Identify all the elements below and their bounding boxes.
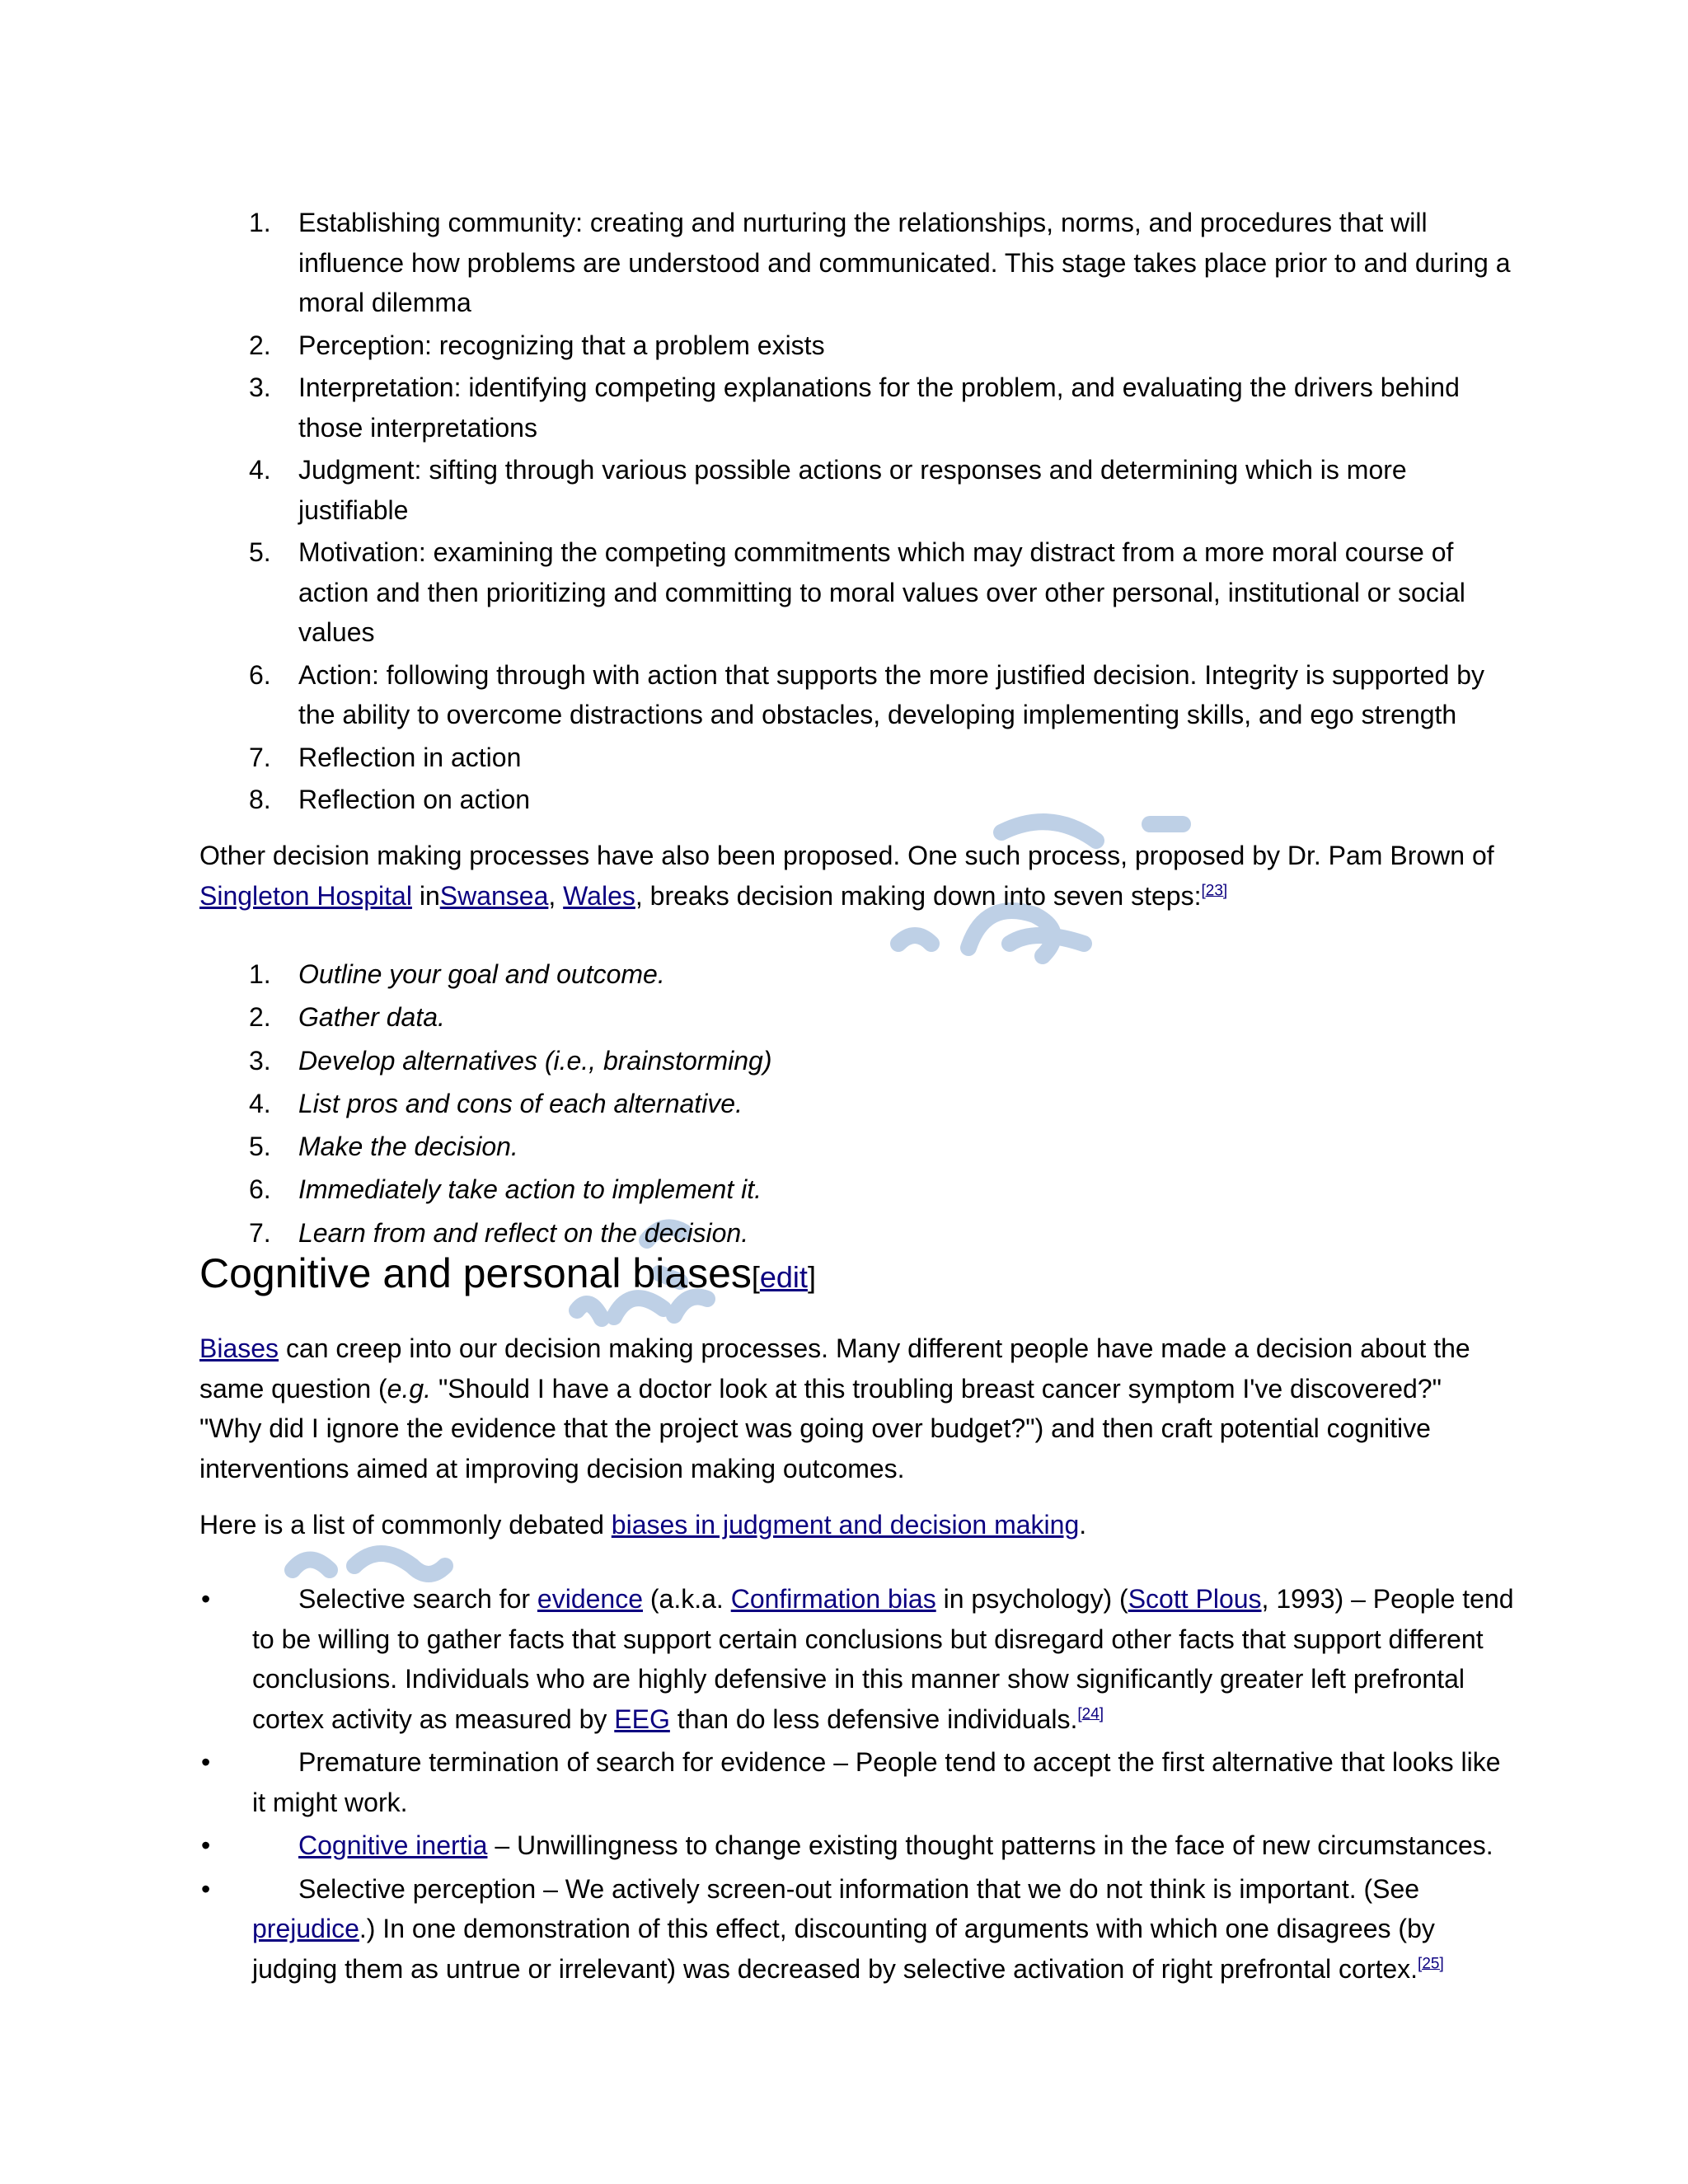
bullet-icon: • [201, 1873, 211, 1904]
singleton-hospital-link[interactable]: Singleton Hospital [199, 880, 412, 911]
paragraph-text: . [1079, 1510, 1087, 1540]
cognitive-inertia-link[interactable]: Cognitive inertia [298, 1830, 488, 1860]
moral-process-list [249, 203, 1518, 823]
list-text: – Unwillingness to change existing thought patterns in the face of new circumstances. [487, 1830, 1493, 1860]
list-item [249, 738, 1518, 778]
list-item [249, 326, 1518, 366]
paragraph-text: e.g. [387, 1373, 432, 1404]
confirmation-bias-link[interactable]: Confirmation bias [730, 1584, 936, 1614]
list-number: 3. [249, 1045, 271, 1076]
list-item [249, 996, 771, 1038]
list-text: Motivation: examining the competing commitments which may distract from a more moral course of action and then prioritizing and committing to moral values over other personal, institutional or social values [298, 537, 1465, 647]
list-item [249, 450, 1518, 530]
list-number: 1. [249, 208, 271, 237]
list-item [199, 1742, 1518, 1822]
bullet-icon: • [201, 1584, 211, 1614]
list-item [249, 203, 1518, 323]
section-heading [199, 1244, 816, 1306]
list-number: 5. [249, 1132, 271, 1162]
list-item [249, 1125, 771, 1168]
list-item [249, 368, 1518, 448]
list-number: 3. [249, 373, 271, 402]
edit-bracket-open: [ [751, 1260, 760, 1294]
scott-plous-link[interactable]: Scott Plous [1128, 1584, 1262, 1614]
reference-24-link[interactable]: [24] [1077, 1704, 1104, 1722]
paragraph-text: in [411, 880, 440, 911]
reference-23-link[interactable]: [23] [1201, 881, 1228, 899]
paragraph-text: "Should I have a doctor look at this troubling breast cancer symptom I've discovered?" "Why did I ignore the evidence that the project was going over budget?") and then craft potential cognitive interventions aimed at improving decision making outcomes. [199, 1373, 1442, 1483]
list-text: Premature termination of search for evidence – People tend to accept the first alternative that looks like it might work. [252, 1747, 1501, 1817]
list-text: Gather data. [298, 1002, 445, 1033]
list-item [199, 1869, 1518, 1990]
list-intro-paragraph [199, 1505, 1502, 1545]
list-text: Outline your goal and outcome. [298, 959, 665, 989]
list-item [249, 532, 1518, 653]
eeg-link[interactable]: EEG [614, 1704, 670, 1734]
list-number: 2. [249, 330, 271, 360]
list-number: 6. [249, 1174, 271, 1205]
list-number: 7. [249, 742, 271, 772]
list-text: Judgment: sifting through various possible actions or responses and determining which is more justifiable [298, 455, 1407, 525]
bullet-icon: • [201, 1830, 211, 1860]
list-text: List pros and cons of each alternative. [298, 1088, 743, 1118]
biases-paragraph [199, 1329, 1502, 1488]
biases-list [199, 1579, 1518, 1992]
paragraph-text: , breaks decision making down into seven steps: [635, 880, 1202, 911]
edit-link[interactable]: edit [759, 1260, 808, 1294]
list-number: 7. [249, 1217, 271, 1248]
biases-link[interactable]: Biases [199, 1333, 279, 1363]
list-item [249, 1082, 771, 1125]
intro-paragraph [199, 836, 1502, 916]
list-number: 4. [249, 455, 271, 485]
seven-steps-list [249, 953, 771, 1254]
list-text: , 1993) – People tend to be willing to gather facts that support certain conclusions but disregard other facts that support different conclusions. Individuals who are highly defensive in this manner show significantly greater left prefrontal cortex activity as measured by [252, 1584, 1514, 1734]
paragraph-text: , [548, 880, 564, 911]
list-item [249, 780, 1518, 820]
biases-in-judgment-link[interactable]: biases in judgment and decision making [611, 1510, 1080, 1540]
list-number: 1. [249, 959, 271, 989]
list-text: Make the decision. [298, 1132, 518, 1162]
paragraph-text: Here is a list of commonly debated [199, 1510, 612, 1540]
list-number: 4. [249, 1088, 271, 1118]
prejudice-link[interactable]: prejudice [252, 1914, 359, 1943]
list-number: 6. [249, 659, 271, 690]
list-text: Interpretation: identifying competing explanations for the problem, and evaluating the drivers behind those interpretations [298, 373, 1460, 443]
list-item [249, 953, 771, 996]
list-text: Selective search for [298, 1584, 537, 1614]
paragraph-text: Other decision making processes have also been proposed. One such process, proposed by Dr. Pam Brown of [199, 841, 1494, 870]
list-text: Immediately take action to implement it. [298, 1174, 762, 1205]
list-text: in psychology) ( [935, 1584, 1128, 1614]
list-text: Perception: recognizing that a problem exists [298, 330, 825, 360]
list-item [249, 1039, 771, 1082]
list-text: .) In one demonstration of this effect, discounting of arguments with which one disagrees (by judging them as untrue or irrelevant) was decreased by selective activation of right prefrontal cortex. [252, 1914, 1435, 1984]
list-number: 2. [249, 1002, 271, 1033]
list-text: (a.k.a. [643, 1584, 731, 1614]
edit-bracket-close: ] [807, 1260, 816, 1294]
bullet-icon: • [201, 1747, 211, 1777]
list-text: Learn from and reflect on the decision. [298, 1217, 749, 1248]
list-number: 5. [249, 537, 271, 567]
swansea-link[interactable]: Swansea [439, 880, 549, 911]
paragraph-text: can creep into our decision making processes. Many different people have made a decision about the same question ( [199, 1333, 1470, 1404]
list-number: 8. [249, 785, 271, 814]
list-item [199, 1825, 1518, 1866]
list-item [249, 655, 1518, 735]
evidence-link[interactable]: evidence [537, 1584, 643, 1614]
list-text: Action: following through with action that supports the more justified decision. Integrity is supported by the ability to overcome distractions and obstacles, developing implementing skills, and ego strength [298, 659, 1484, 729]
list-text: Develop alternatives (i.e., brainstorming) [298, 1045, 772, 1076]
list-text: than do less defensive individuals. [669, 1704, 1078, 1734]
list-item [249, 1168, 771, 1211]
list-text: Reflection in action [298, 742, 522, 772]
list-item [199, 1579, 1518, 1739]
reference-25-link[interactable]: [25] [1418, 1954, 1444, 1972]
list-text: Establishing community: creating and nurturing the relationships, norms, and procedures that will influence how problems are understood and communicated. This stage takes place prior to and during a moral dilemma [298, 208, 1511, 317]
list-text: Reflection on action [298, 785, 531, 814]
heading-title: Cognitive and personal biases [199, 1250, 752, 1296]
wales-link[interactable]: Wales [563, 880, 635, 911]
list-text: Selective perception – We actively screen-out information that we do not think is important. (See [298, 1873, 1420, 1904]
